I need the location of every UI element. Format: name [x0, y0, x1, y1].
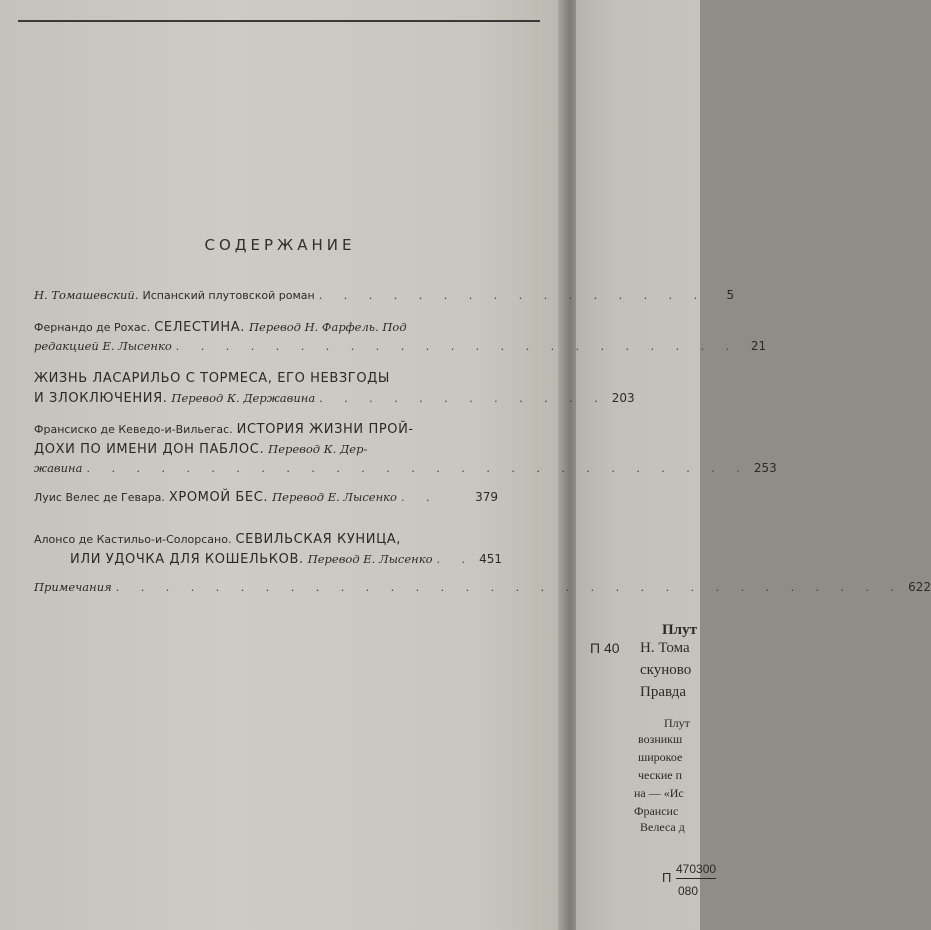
toc-heading: СОДЕРЖАНИЕ: [204, 236, 356, 254]
entry-title: СЕВИЛЬСКАЯ КУНИЦА,: [235, 532, 402, 547]
entry-page: 451: [479, 552, 503, 566]
entry-page: 253: [753, 461, 777, 475]
entry-author: Фернандо де Рохас.: [34, 321, 151, 334]
entry-translator: редакцией Е. Лысенко: [34, 339, 172, 353]
right-page-small-line: широкое: [638, 750, 683, 764]
entry-author: Алонсо де Кастильо-и-Солорсано.: [34, 533, 232, 546]
toc-entry[interactable]: [34, 419, 777, 478]
entry-page: 379: [475, 490, 498, 504]
entry-page: 622: [908, 580, 931, 594]
right-page-small-line: возникш: [638, 732, 683, 746]
top-rule: [18, 20, 540, 22]
entry-translator: Перевод К. Державина: [171, 391, 316, 405]
entry-author: Н. Томашевский.: [34, 288, 139, 302]
entry-translator: Перевод Н. Фарфель. Под: [249, 320, 407, 334]
right-page-line: скуново: [640, 662, 692, 678]
entry-translator: Перевод Е. Лысенко: [272, 490, 397, 504]
right-page-small-line: на — «Ис: [634, 786, 684, 800]
entry-author: Франсиско де Кеведо-и-Вильегас.: [34, 423, 233, 436]
index-numerator: 470300: [676, 862, 716, 879]
entry-title: СЕЛЕСТИНА.: [154, 320, 246, 335]
index-denominator: 080: [678, 884, 699, 898]
entry-page: 21: [750, 339, 767, 353]
leader-dots: . . . . . . . . . . . . . . . . . . . . . . . . . . .: [86, 462, 749, 475]
entry-title: ЖИЗНЬ ЛАСАРИЛЬО С ТОРМЕСА, ЕГО НЕВЗГОДЫ: [34, 371, 390, 386]
right-page-line: Правда: [640, 684, 686, 700]
entry-translator: Перевод Е. Лысенко: [307, 552, 433, 566]
toc-entry[interactable]: [34, 285, 735, 305]
right-page-small-line: Велеса д: [640, 820, 685, 834]
right-page-line: Н. Тома: [640, 640, 690, 656]
toc-entry[interactable]: [34, 529, 503, 569]
right-page-code: П 40: [590, 640, 620, 656]
index-prefix: П: [662, 870, 672, 885]
toc-entry[interactable]: [34, 317, 767, 356]
entry-title: Примечания: [34, 580, 112, 594]
entry-translator: Перевод К. Дер-: [268, 442, 368, 456]
toc-entry[interactable]: [34, 574, 931, 597]
entry-title: ИЛИ УДОЧКА ДЛЯ КОШЕЛЬКОВ.: [70, 552, 304, 567]
entry-title: И ЗЛОКЛЮЧЕНИЯ.: [34, 391, 168, 406]
entry-translator: жавина: [34, 461, 83, 475]
leader-dots: . .: [400, 491, 439, 504]
leader-dots: . . . . . . . . . . . . . . . .: [318, 289, 707, 302]
entry-title: ДОХИ ПО ИМЕНИ ДОН ПАБЛОС.: [34, 442, 265, 457]
entry-title: ХРОМОЙ БЕС.: [168, 490, 269, 505]
leader-dots: . . . . . . . . . . . .: [319, 392, 607, 405]
toc-entry[interactable]: [34, 369, 635, 408]
right-page-small-line: ческие п: [638, 768, 682, 782]
entry-page: 5: [726, 288, 735, 302]
entry-author: Луис Велес де Гевара.: [34, 491, 165, 504]
entry-page: 203: [611, 391, 635, 405]
right-page-small-line: Плут: [664, 716, 690, 730]
toc-entry[interactable]: [34, 487, 498, 507]
right-page-small-line: Франсис: [634, 804, 679, 818]
entry-title: ИСТОРИЯ ЖИЗНИ ПРОЙ-: [236, 422, 414, 437]
entry-title: Испанский плутовской роман: [142, 289, 315, 302]
leader-dots: . . . . . . . . . . . . . . . . . . . . . . . . . . . . . . . .: [115, 581, 904, 594]
leader-dots: . . . . . . . . . . . . . . . . . . . . . . .: [175, 340, 739, 353]
right-page-title: Плут: [662, 622, 697, 638]
leader-dots: . .: [436, 553, 475, 566]
